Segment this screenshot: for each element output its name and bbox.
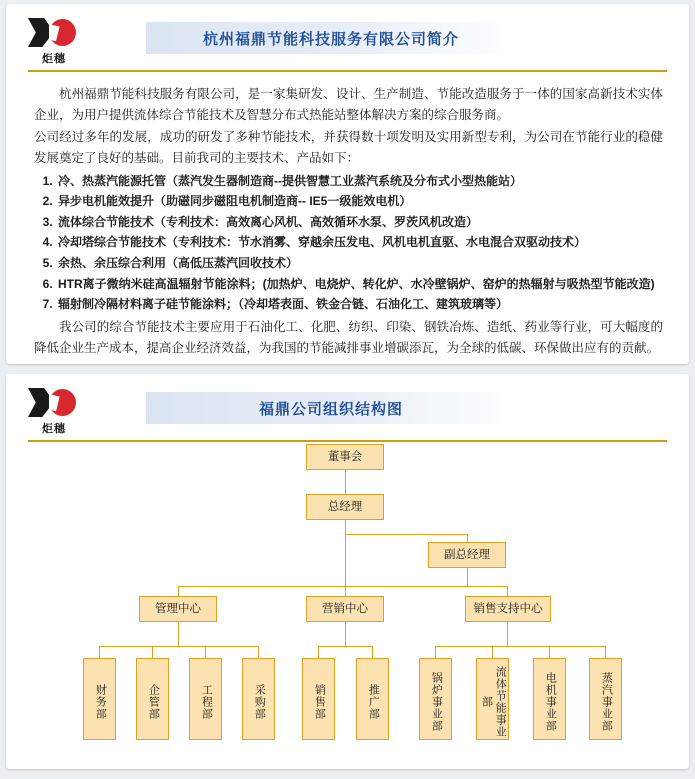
- logo-red-circle: [49, 19, 76, 46]
- org-node-purchasing: 采购部: [242, 658, 275, 740]
- list-item: 5. 余热、余压综合利用（高低压蒸汽回收技术）: [56, 253, 663, 274]
- connector: [467, 534, 468, 542]
- connector: [467, 568, 468, 586]
- section1-title-bar: [146, 22, 516, 54]
- section2-title: 福鼎公司组织结构图: [258, 400, 403, 418]
- section1-body: [34, 84, 663, 360]
- connector: [549, 646, 550, 658]
- connector: [205, 646, 206, 658]
- connector: [345, 534, 467, 535]
- connector: [258, 646, 259, 658]
- connector: [99, 646, 100, 658]
- logo-mark-icon: [28, 18, 78, 48]
- connector: [605, 646, 606, 658]
- section1-title: 杭州福鼎节能科技服务有限公司简介: [202, 30, 459, 48]
- logo-mark-icon: [28, 388, 78, 418]
- org-node-mgmt-center: 管理中心: [139, 596, 217, 622]
- section1-divider: [28, 70, 667, 72]
- org-node-gm: 总经理: [306, 494, 384, 520]
- list-item: 2. 异步电机能效提升（助磁同步磁阻电机制造商-- IE5一级能效电机）: [56, 191, 663, 212]
- connector: [345, 586, 346, 596]
- connector: [99, 646, 258, 647]
- connector: [318, 646, 319, 658]
- company-logo: [28, 18, 86, 66]
- org-node-motor-div: 电机事业部: [533, 658, 566, 740]
- connector: [152, 646, 153, 658]
- org-node-fluid-div: 流体节能事业部: [476, 658, 509, 740]
- logo-red-circle: [49, 389, 76, 416]
- org-node-enterprise: 企管部: [136, 658, 169, 740]
- connector: [345, 520, 346, 534]
- connector: [492, 646, 493, 658]
- connector: [507, 586, 508, 596]
- company-logo-2: [28, 388, 86, 436]
- org-node-board: 董事会: [306, 444, 384, 470]
- org-node-deputy-gm: 副总经理: [428, 542, 506, 568]
- org-node-finance: 财务部: [83, 658, 116, 740]
- list-item: 3. 流体综合节能技术（专利技术：高效离心风机、高效循环水泵、罗茨风机改造）: [56, 212, 663, 233]
- logo-text: 炬穗: [42, 423, 66, 435]
- paragraph-closing: 我公司的综合节能技术主要应用于石油化工、化肥、纺织、印染、钢铁冶炼、造纸、药业等行业，可大幅度的降低企业生产成本，提高企业经济效益，为我国的节能减排事业增碳添瓦，为全球的低碳、环保做出应有的贡献。: [34, 319, 663, 355]
- section2-title-bar: [146, 392, 516, 424]
- list-item: 7. 辐射制冷隔材料离子硅节能涂料；（冷却塔表面、铁金合链、石油化工、建筑玻璃等）: [56, 294, 663, 315]
- paragraph-2: 公司经过多年的发展，成功的研发了多种节能技术，并获得数十项发明及实用新型专利，为公司在节能行业的稳健发展奠定了良好的基础。目前我司的主要技术、产品如下：: [34, 130, 663, 165]
- connector: [345, 534, 346, 586]
- section2-divider: [28, 440, 667, 442]
- paragraph-1: 杭州福鼎节能科技服务有限公司，是一家集研发、设计、生产制造、节能改造服务于一体的国家高新技术实体企业，为用户提供流体综合节能技术及智慧分布式热能站整体解决方案的综合服务商。: [34, 87, 663, 122]
- org-node-marketing-center: 营销中心: [306, 596, 384, 622]
- connector: [507, 622, 508, 646]
- org-chart: [6, 452, 689, 763]
- org-chart-card: [6, 374, 689, 769]
- list-item: 1. 冷、热蒸汽能源托管（蒸汽发生器制造商--提供智慧工业蒸汽系统及分布式小型热能站）: [56, 171, 663, 192]
- connector: [345, 470, 346, 494]
- connector: [178, 622, 179, 646]
- connector: [178, 586, 508, 587]
- org-node-boiler-div: 锅炉事业部: [419, 658, 452, 740]
- connector: [435, 646, 605, 647]
- org-node-sales-support-center: 销售支持中心: [465, 596, 551, 622]
- org-node-sales: 销售部: [302, 658, 335, 740]
- connector: [435, 646, 436, 658]
- connector: [372, 646, 373, 658]
- connector: [345, 622, 346, 646]
- org-node-steam-div: 蒸汽事业部: [589, 658, 622, 740]
- technology-list: [34, 171, 663, 315]
- list-item: 6. HTR离子微纳米硅高温辐射节能涂料；(加热炉、电烧炉、转化炉、水冷壁锅炉、窑炉的热辐射与吸热型节能改造): [56, 274, 663, 295]
- connector: [318, 646, 372, 647]
- org-node-engineering: 工程部: [189, 658, 222, 740]
- company-profile-card: [6, 4, 689, 364]
- org-node-promotion: 推广部: [356, 658, 389, 740]
- logo-text: 炬穗: [42, 53, 66, 65]
- connector: [178, 586, 179, 596]
- list-item: 4. 冷却塔综合节能技术（专利技术：节水消雾、穿越余压发电、风机电机直驱、水电混合双驱动技术）: [56, 232, 663, 253]
